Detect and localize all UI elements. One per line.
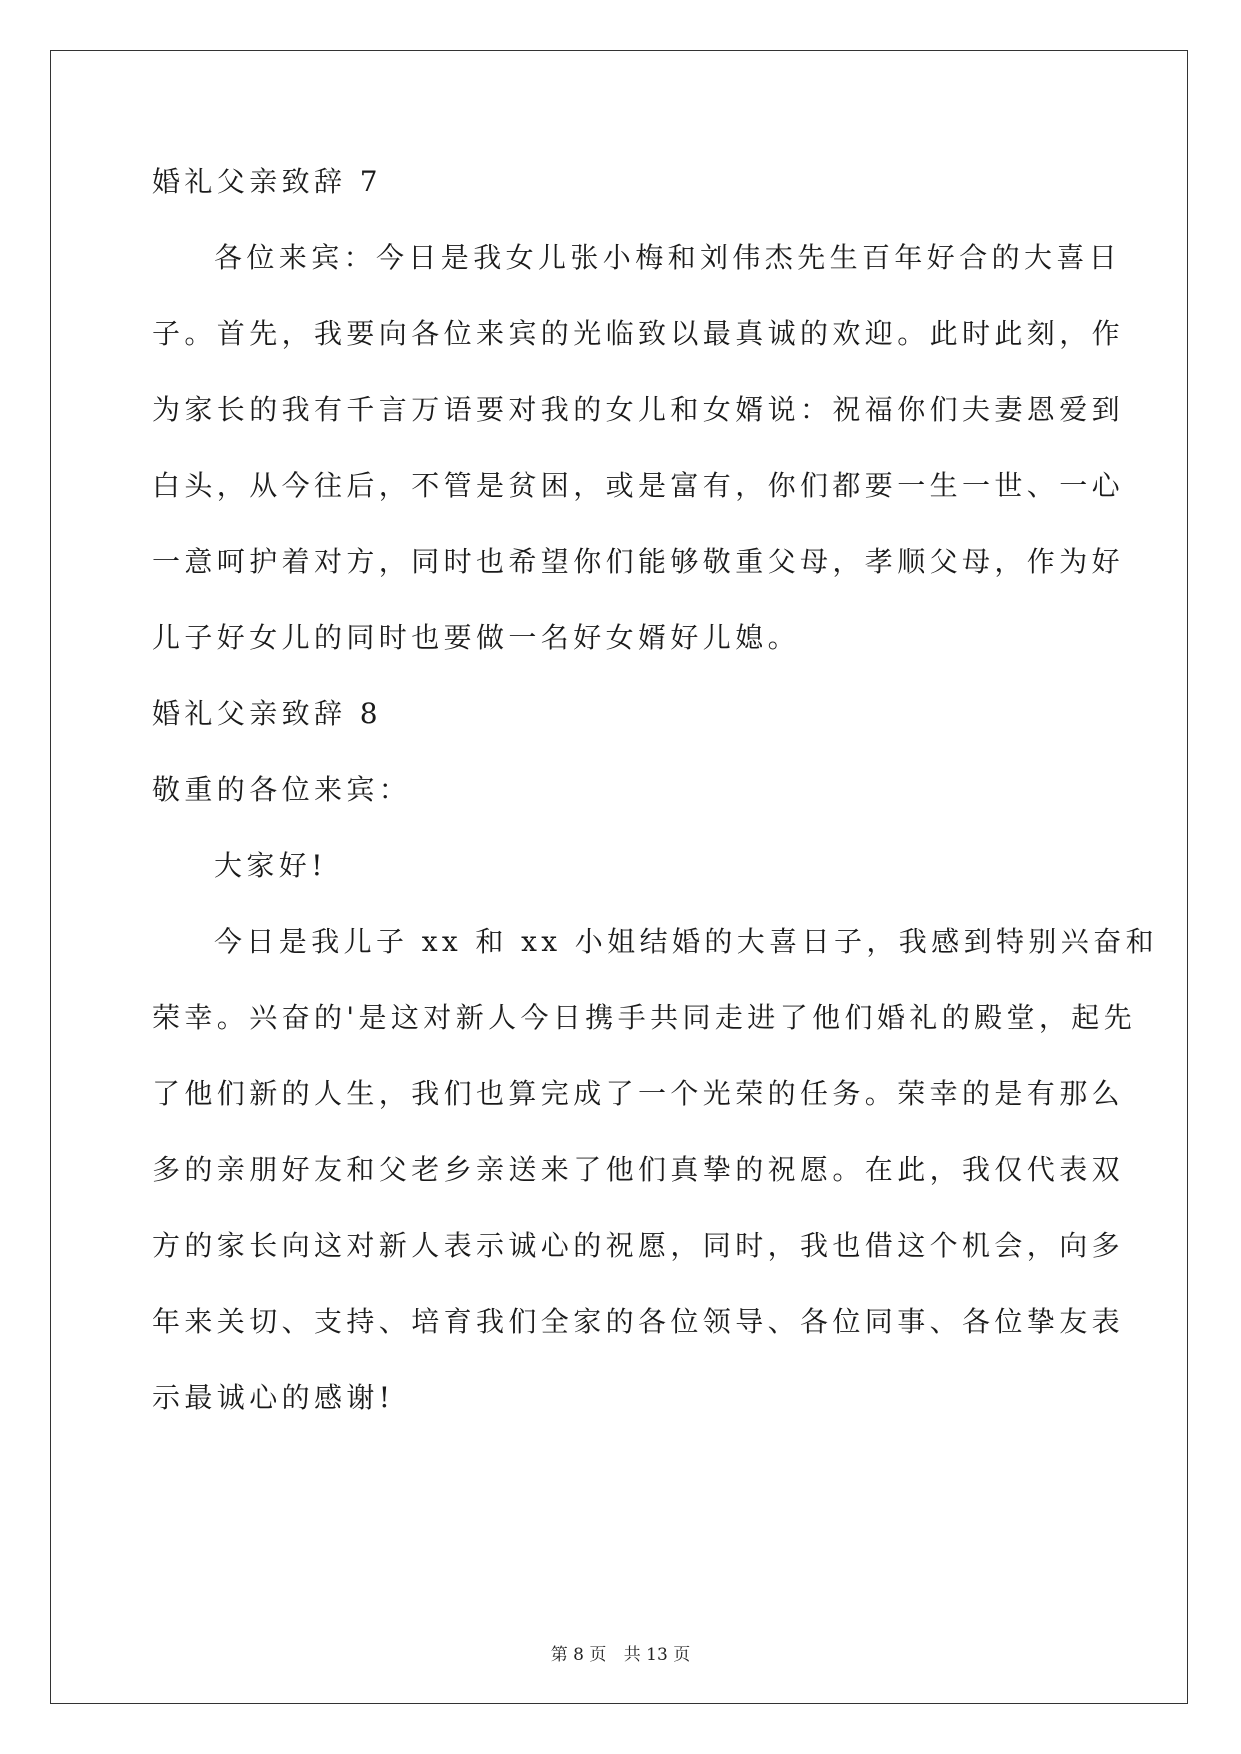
paragraph-line: 示最诚心的感谢! xyxy=(152,1381,395,1414)
document-body xyxy=(152,162,1158,1454)
paragraph-line: 各位来宾：今日是我女儿张小梅和刘伟杰先生百年好合的大喜日 xyxy=(214,241,1122,274)
salutation: 敬重的各位来宾： xyxy=(152,773,412,806)
paragraph-line: 多的亲朋好友和父老乡亲送来了他们真挚的祝愿。在此，我仅代表双 xyxy=(152,1153,1125,1186)
page-number: 第 8 页 xyxy=(550,1645,607,1665)
paragraph-line: 为家长的我有千言万语要对我的女儿和女婿说：祝福你们夫妻恩爱到 xyxy=(152,393,1125,426)
paragraph-line: 今日是我儿子 xx 和 xx 小姐结婚的大喜日子，我感到特别兴奋和 xyxy=(214,925,1158,958)
page-footer xyxy=(0,1640,1241,1665)
greeting: 大家好! xyxy=(214,849,327,882)
section-heading: 婚礼父亲致辞 7 xyxy=(152,165,382,198)
paragraph-line: 儿子好女儿的同时也要做一名好女婿好儿媳。 xyxy=(152,621,801,654)
paragraph-line: 一意呵护着对方，同时也希望你们能够敬重父母，孝顺父母，作为好 xyxy=(152,545,1125,578)
page-total: 共 13 页 xyxy=(623,1645,691,1665)
paragraph-line: 了他们新的人生，我们也算完成了一个光荣的任务。荣幸的是有那么 xyxy=(152,1077,1125,1110)
section-heading: 婚礼父亲致辞 8 xyxy=(152,697,382,730)
paragraph-line: 白头，从今往后，不管是贫困，或是富有，你们都要一生一世、一心 xyxy=(152,469,1125,502)
paragraph-line: 荣幸。兴奋的'是这对新人今日携手共同走进了他们婚礼的殿堂，起先 xyxy=(152,1001,1137,1034)
paragraph-line: 方的家长向这对新人表示诚心的祝愿，同时，我也借这个机会，向多 xyxy=(152,1229,1125,1262)
paragraph-line: 年来关切、支持、培育我们全家的各位领导、各位同事、各位挚友表 xyxy=(152,1305,1125,1338)
paragraph-line: 子。首先，我要向各位来宾的光临致以最真诚的欢迎。此时此刻，作 xyxy=(152,317,1125,350)
